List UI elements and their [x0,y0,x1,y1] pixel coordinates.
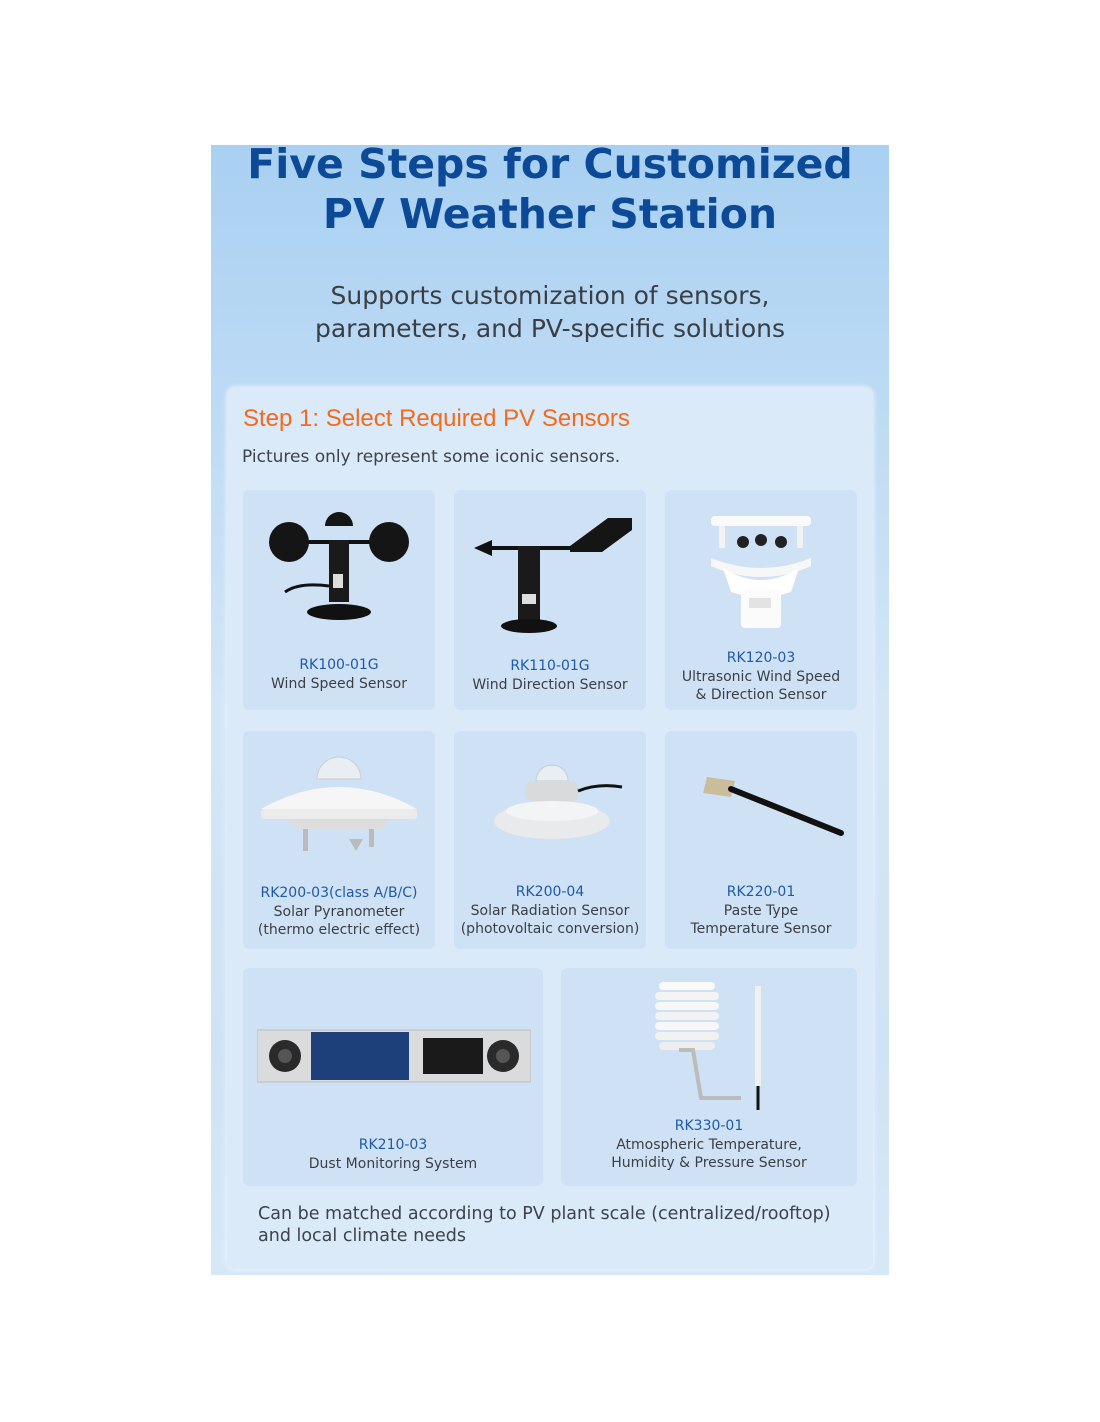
sensor-code: RK120-03 [726,650,796,666]
sensor-desc: (photovoltaic conversion) [460,921,640,937]
sensor-desc: Ultrasonic Wind Speed [681,669,841,685]
wind-vane-icon [470,510,634,636]
step-note: Pictures only represent some iconic sensors. [242,447,621,467]
sensor-code: RK210-03 [358,1137,428,1153]
sensor-desc: Paste Type [723,903,799,919]
sensor-code: RK200-03(class A/B/C) [260,885,418,901]
poster [211,145,889,1275]
sensor-card[interactable] [243,731,435,949]
sensor-card[interactable] [454,731,646,949]
footer-note: Can be matched according to PV plant scale (centralized/rooftop) and local climate needs [258,1204,831,1246]
sensor-code: RK220-01 [726,884,796,900]
sensor-code: RK200-04 [515,884,585,900]
step-panel [227,387,873,1269]
sensor-desc: Solar Radiation Sensor [470,903,630,919]
page-title [211,145,889,239]
sensor-card[interactable] [243,968,543,1186]
sensor-desc: Atmospheric Temperature, [616,1137,802,1153]
subtitle-line-2: parameters, and PV-specific solutions [314,314,786,343]
sensor-desc: & Direction Sensor [695,687,827,703]
sensor-desc: Wind Speed Sensor [271,676,407,692]
sensor-card[interactable] [561,968,857,1186]
sensor-card[interactable] [454,490,646,710]
dust-monitor-icon [257,1028,531,1084]
subtitle-line-1: Supports customization of sensors, [330,281,770,310]
sensor-code: RK100-01G [299,657,379,673]
anemometer-icon [263,512,415,632]
title-line-2: PV Weather Station [322,190,778,238]
radiation-shield-icon [649,978,779,1114]
step-title: Step 1: Select Required PV Sensors [243,405,630,432]
sensor-card[interactable] [243,490,435,710]
sensor-desc: Solar Pyranometer [273,904,405,920]
pyranometer-icon [257,753,421,863]
temperature-probe-icon [701,767,847,847]
sensor-desc: Temperature Sensor [690,921,832,937]
solar-radiation-sensor-icon [484,761,624,847]
ultrasonic-sensor-icon [705,512,817,634]
sensor-card[interactable] [665,731,857,949]
sensor-desc: (thermo electric effect) [257,922,421,938]
sensor-desc: Humidity & Pressure Sensor [611,1155,807,1171]
title-line-1: Five Steps for Customized [247,145,853,188]
sensor-desc: Dust Monitoring System [308,1156,478,1172]
subtitle [211,279,889,345]
sensor-code: RK110-01G [510,658,590,674]
sensor-desc: Wind Direction Sensor [472,677,628,693]
sensor-code: RK330-01 [674,1118,744,1134]
sensor-card[interactable] [665,490,857,710]
